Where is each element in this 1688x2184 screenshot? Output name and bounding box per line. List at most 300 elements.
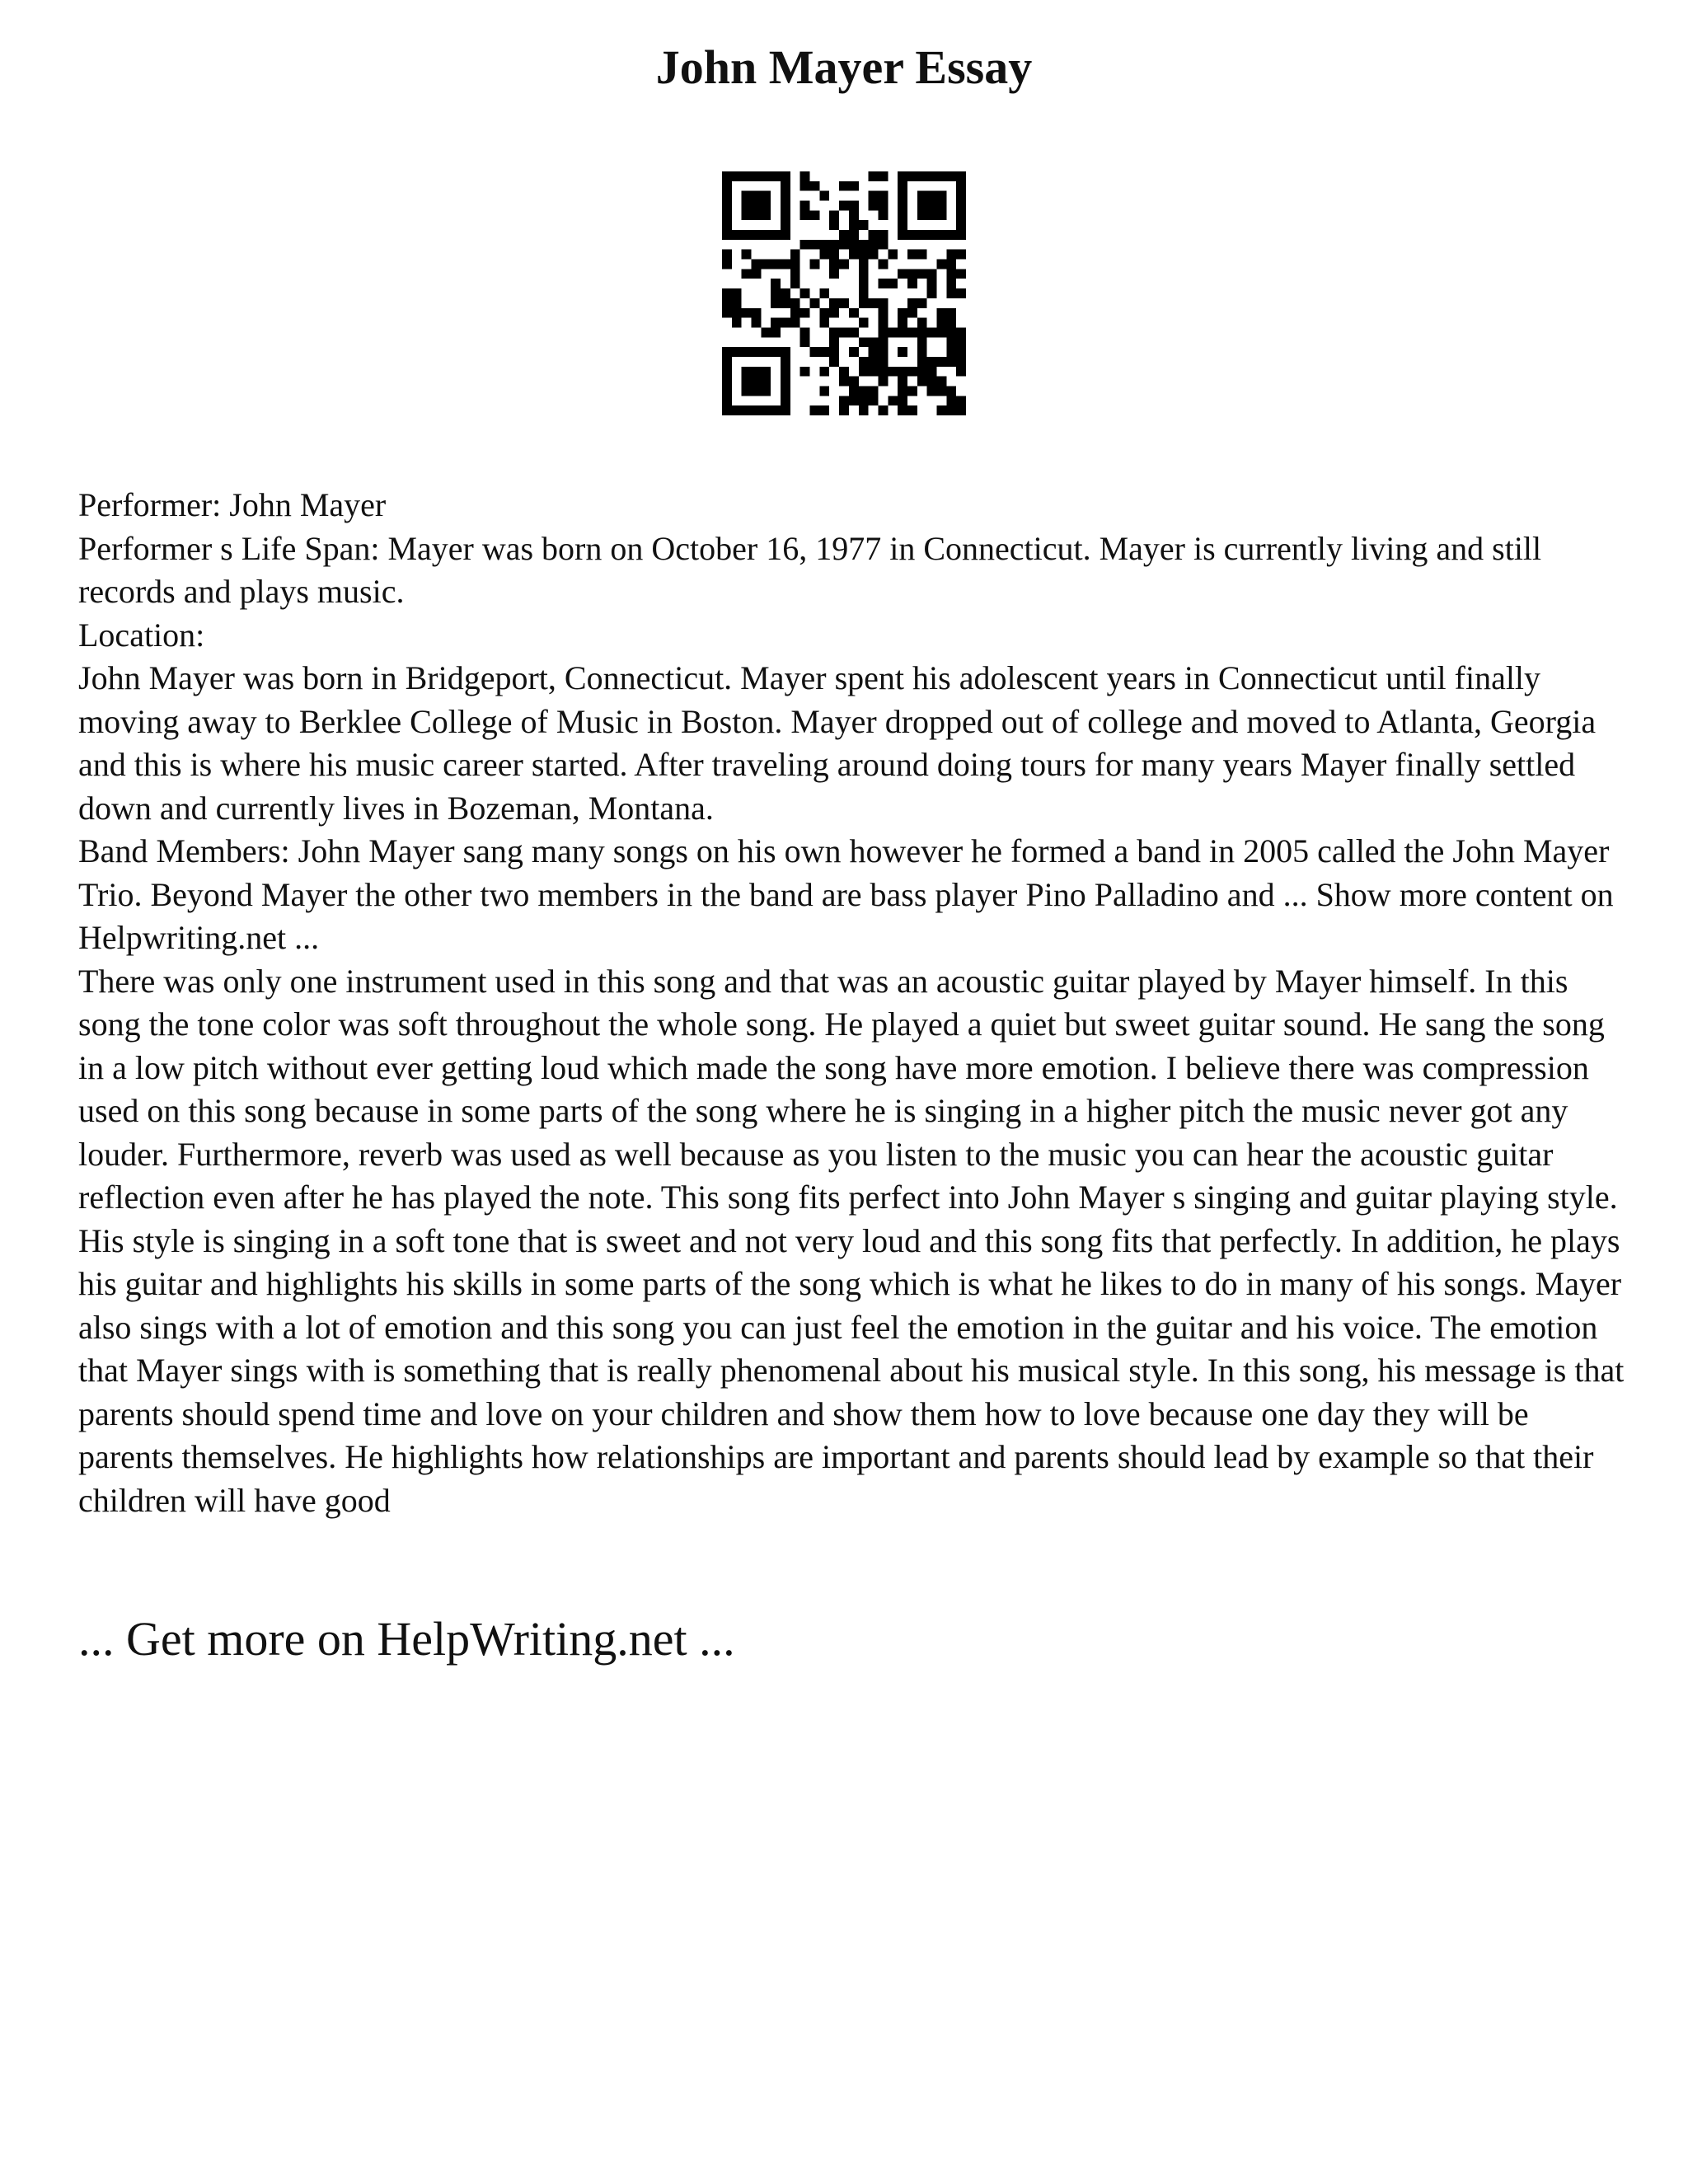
qr-module <box>878 377 888 387</box>
qr-module <box>849 181 859 191</box>
qr-module <box>946 308 956 318</box>
qr-module <box>722 260 732 269</box>
qr-module <box>742 386 752 396</box>
qr-module <box>907 171 917 181</box>
qr-module <box>936 327 946 337</box>
qr-module <box>781 201 790 211</box>
qr-module <box>898 327 907 337</box>
qr-module <box>732 171 742 181</box>
qr-module <box>849 230 859 240</box>
qr-module <box>859 220 869 230</box>
qr-module <box>946 250 956 260</box>
qr-module <box>829 260 839 269</box>
qr-module <box>732 347 742 357</box>
qr-module <box>946 337 956 347</box>
qr-module <box>781 191 790 201</box>
qr-module <box>849 201 859 211</box>
qr-module <box>936 210 946 220</box>
life-span-paragraph: Performer s Life Span: Mayer was born on October 16, 1977 in Connecticut. Mayer is currently living and still records and plays music. <box>78 529 1542 610</box>
qr-module <box>790 269 800 279</box>
qr-module <box>898 367 907 377</box>
qr-module <box>722 220 732 230</box>
qr-module <box>859 279 869 288</box>
qr-module <box>781 405 790 415</box>
qr-module <box>927 367 937 377</box>
qr-module <box>907 327 917 337</box>
qr-module <box>771 279 781 288</box>
qr-module <box>946 405 956 415</box>
qr-module <box>781 210 790 220</box>
qr-module <box>752 377 762 387</box>
qr-module <box>752 201 762 211</box>
qr-module <box>732 230 742 240</box>
qr-module <box>722 288 732 298</box>
qr-module <box>722 171 732 181</box>
qr-module <box>936 405 946 415</box>
qr-module <box>819 318 829 328</box>
qr-module <box>761 210 771 220</box>
qr-module <box>936 318 946 328</box>
qr-module <box>869 337 879 347</box>
qr-module <box>800 308 810 318</box>
qr-module <box>927 191 937 201</box>
qr-module <box>761 230 771 240</box>
qr-module <box>800 337 810 347</box>
qr-module <box>849 220 859 230</box>
qr-module <box>839 377 849 387</box>
qr-module <box>732 308 742 318</box>
qr-module <box>761 386 771 396</box>
qr-module <box>810 210 820 220</box>
qr-module <box>849 210 859 220</box>
qr-module <box>781 260 790 269</box>
qr-module <box>859 318 869 328</box>
qr-module <box>946 357 956 367</box>
qr-module <box>752 318 762 328</box>
qr-module <box>849 327 859 337</box>
qr-module <box>956 367 966 377</box>
qr-module <box>878 347 888 357</box>
qr-module <box>956 220 966 230</box>
qr-module <box>742 210 752 220</box>
qr-module <box>917 337 927 347</box>
qr-module <box>800 367 810 377</box>
qr-module <box>761 260 771 269</box>
qr-module <box>839 396 849 405</box>
qr-module <box>946 269 956 279</box>
qr-module <box>878 367 888 377</box>
qr-module <box>859 240 869 250</box>
qr-module <box>829 210 839 220</box>
qr-module <box>810 347 820 357</box>
qr-module <box>781 357 790 367</box>
qr-module <box>956 230 966 240</box>
qr-module <box>898 347 907 357</box>
qr-module <box>819 367 829 377</box>
qr-module <box>839 327 849 337</box>
qr-module <box>849 250 859 260</box>
qr-module <box>761 405 771 415</box>
qr-module <box>839 240 849 250</box>
qr-module <box>722 191 732 201</box>
qr-module <box>869 201 879 211</box>
qr-module <box>878 260 888 269</box>
qr-module <box>907 269 917 279</box>
qr-module <box>800 171 810 181</box>
qr-module <box>722 230 732 240</box>
qr-module <box>946 318 956 328</box>
qr-module <box>742 347 752 357</box>
qr-module <box>761 327 771 337</box>
qr-module <box>898 405 907 415</box>
qr-module <box>936 171 946 181</box>
qr-module <box>790 279 800 288</box>
qr-module <box>829 347 839 357</box>
qr-module <box>859 396 869 405</box>
qr-module <box>829 298 839 308</box>
qr-module <box>859 250 869 260</box>
qr-module <box>898 308 907 318</box>
qr-module <box>888 279 898 288</box>
qr-module <box>917 269 927 279</box>
qr-module <box>946 279 956 288</box>
qr-module <box>732 405 742 415</box>
qr-module <box>869 298 879 308</box>
qr-module <box>722 357 732 367</box>
qr-module <box>936 201 946 211</box>
qr-module <box>878 191 888 201</box>
qr-module <box>898 181 907 191</box>
qr-module <box>819 386 829 396</box>
qr-module <box>956 357 966 367</box>
qr-module <box>742 250 752 260</box>
qr-module <box>917 367 927 377</box>
qr-module <box>732 318 742 328</box>
qr-module <box>810 181 820 191</box>
qr-module <box>819 308 829 318</box>
qr-module <box>752 405 762 415</box>
qr-module <box>927 279 937 288</box>
qr-module <box>839 260 849 269</box>
qr-module <box>956 181 966 191</box>
qr-module <box>790 250 800 260</box>
qr-module <box>917 347 927 357</box>
qr-module <box>810 298 820 308</box>
location-paragraph: John Mayer was born in Bridgeport, Connecticut. Mayer spent his adolescent years in Connecticut until finally moving away to Berklee College of Music in Boston. Mayer dropped out of college and moved to Atlanta, Georgia and this is where his music career started. After traveling around doing tours for many years Mayer finally settled down and currently lives in Bozeman, Montana. <box>78 659 1597 827</box>
qr-module <box>819 191 829 201</box>
qr-module <box>898 377 907 387</box>
qr-module <box>752 386 762 396</box>
qr-module <box>956 201 966 211</box>
qr-module <box>849 377 859 387</box>
qr-module <box>722 405 732 415</box>
qr-module <box>781 318 790 328</box>
qr-module <box>742 191 752 201</box>
qr-module <box>888 367 898 377</box>
get-more-link[interactable]: ... Get more on HelpWriting.net ... <box>78 1612 735 1666</box>
qr-module <box>819 347 829 357</box>
qr-module <box>927 327 937 337</box>
qr-module <box>781 298 790 308</box>
qr-module <box>752 347 762 357</box>
qr-module <box>732 288 742 298</box>
qr-module <box>927 171 937 181</box>
qr-module <box>956 405 966 415</box>
qr-module <box>907 298 917 308</box>
qr-module <box>936 230 946 240</box>
qr-module <box>829 327 839 337</box>
qr-module <box>859 260 869 269</box>
qr-module <box>742 308 752 318</box>
qr-module <box>722 210 732 220</box>
qr-module <box>878 230 888 240</box>
qr-module <box>781 347 790 357</box>
qr-module <box>898 269 907 279</box>
qr-module <box>819 405 829 415</box>
qr-module <box>927 269 937 279</box>
qr-module <box>752 308 762 318</box>
qr-module <box>917 318 927 328</box>
band-members-paragraph: Band Members: John Mayer sang many songs on his own however he formed a band in 2005 called the John Mayer Trio. Beyond Mayer the other two members in the band are bass player Pino Palladino and ... Show more content on Helpwriting.net ... <box>78 832 1614 956</box>
qr-module <box>927 230 937 240</box>
qr-code-icon <box>722 171 966 415</box>
qr-module <box>781 181 790 191</box>
qr-module <box>946 260 956 269</box>
qr-module <box>829 269 839 279</box>
qr-module <box>869 396 879 405</box>
qr-module <box>761 377 771 387</box>
qr-module <box>946 396 956 405</box>
qr-module <box>869 386 879 396</box>
qr-module <box>810 405 820 415</box>
qr-module <box>898 201 907 211</box>
qr-module <box>917 327 927 337</box>
qr-module <box>752 367 762 377</box>
qr-module <box>771 347 781 357</box>
qr-module <box>917 201 927 211</box>
qr-module <box>898 396 907 405</box>
qr-module <box>946 347 956 357</box>
qr-module <box>907 386 917 396</box>
qr-module <box>819 240 829 250</box>
qr-module <box>722 396 732 405</box>
qr-module <box>898 220 907 230</box>
qr-module <box>839 201 849 211</box>
qr-module <box>829 337 839 347</box>
qr-module <box>878 327 888 337</box>
qr-module <box>898 191 907 201</box>
qr-module <box>790 318 800 328</box>
qr-module <box>927 386 937 396</box>
qr-module <box>761 201 771 211</box>
qr-module <box>752 260 762 269</box>
qr-module <box>742 171 752 181</box>
qr-module <box>859 367 869 377</box>
qr-module <box>839 230 849 240</box>
qr-module <box>869 367 879 377</box>
qr-module <box>956 171 966 181</box>
qr-module <box>878 405 888 415</box>
qr-module <box>946 230 956 240</box>
qr-module <box>781 396 790 405</box>
qr-module <box>878 337 888 347</box>
qr-module <box>859 288 869 298</box>
qr-module <box>907 250 917 260</box>
qr-module <box>936 377 946 387</box>
qr-module <box>956 396 966 405</box>
qr-module <box>790 260 800 269</box>
qr-module <box>936 260 946 269</box>
qr-module <box>869 250 879 260</box>
qr-module <box>878 210 888 220</box>
qr-module <box>771 230 781 240</box>
qr-module <box>839 181 849 191</box>
qr-module <box>946 171 956 181</box>
qr-module <box>878 240 888 250</box>
qr-module <box>878 318 888 328</box>
qr-module <box>936 191 946 201</box>
qr-module <box>781 220 790 230</box>
qr-module <box>936 308 946 318</box>
qr-module <box>898 230 907 240</box>
qr-module <box>917 250 927 260</box>
qr-module <box>829 308 839 318</box>
qr-module <box>956 347 966 357</box>
qr-module <box>790 298 800 308</box>
qr-module <box>829 250 839 260</box>
qr-module <box>869 240 879 250</box>
qr-module <box>869 357 879 367</box>
qr-module <box>761 347 771 357</box>
qr-module <box>859 357 869 367</box>
qr-module <box>839 405 849 415</box>
qr-module <box>742 405 752 415</box>
qr-module <box>869 171 879 181</box>
qr-module <box>819 250 829 260</box>
qr-module <box>810 240 820 250</box>
qr-code-graphic <box>722 171 966 415</box>
qr-module <box>956 250 966 260</box>
qr-module <box>752 230 762 240</box>
qr-module <box>956 327 966 337</box>
qr-module <box>907 279 917 288</box>
song-analysis-paragraph: There was only one instrument used in this song and that was an acoustic guitar played by Mayer himself. In this song the tone color was soft throughout the whole song. He played a quiet but sweet guitar sound. He sang the song in a low pitch without ever getting loud which made the song have more emotion. I believe there was compression used on this song because in some parts of the song where he is singing in a higher pitch the music never got any louder. Furthermore, reverb was used as well because as you listen to the music you can hear the acoustic guitar reflection even after he has played the note. This song fits perfect into John Mayer s singing and guitar playing style. His style is singing in a soft tone that is sweet and not very loud and this song fits that perfectly. In addition, he plays his guitar and highlights his skills in some parts of the song which is what he likes to do in many of his songs. Mayer also sings with a lot of emotion and this song you can just feel the emotion in the guitar and his voice. The emotion that Mayer sings with is something that is really phenomenal about his musical style. In this song, his message is that parents should spend time and love on your children and show them how to love because one day they will be parents themselves. He highlights how relationships are important and parents should lead by example so that their children will have good <box>78 962 1625 1519</box>
qr-module <box>722 386 732 396</box>
qr-module <box>790 308 800 318</box>
document-title: John Mayer Essay <box>655 40 1033 94</box>
qr-module <box>917 357 927 367</box>
qr-module <box>742 269 752 279</box>
qr-module <box>956 210 966 220</box>
qr-module <box>878 298 888 308</box>
qr-module <box>946 288 956 298</box>
qr-module <box>927 377 937 387</box>
qr-module <box>888 396 898 405</box>
qr-module <box>917 210 927 220</box>
qr-module <box>722 377 732 387</box>
qr-module <box>907 230 917 240</box>
qr-module <box>898 386 907 396</box>
qr-module <box>752 191 762 201</box>
qr-module <box>898 318 907 328</box>
qr-module <box>722 298 732 308</box>
qr-module <box>907 405 917 415</box>
qr-module <box>781 367 790 377</box>
qr-module <box>869 347 879 357</box>
qr-module <box>936 357 946 367</box>
qr-module <box>859 298 869 308</box>
qr-module <box>771 260 781 269</box>
qr-module <box>761 367 771 377</box>
qr-module <box>917 298 927 308</box>
qr-module <box>771 327 781 337</box>
qr-module <box>898 210 907 220</box>
qr-module <box>722 308 732 318</box>
qr-module <box>839 298 849 308</box>
qr-module <box>849 386 859 396</box>
qr-module <box>771 405 781 415</box>
qr-module <box>917 377 927 387</box>
qr-module <box>752 171 762 181</box>
qr-module <box>878 357 888 367</box>
location-heading: Location: <box>78 616 205 654</box>
qr-module <box>742 377 752 387</box>
qr-module <box>946 327 956 337</box>
qr-module <box>956 191 966 201</box>
qr-module <box>849 308 859 318</box>
qr-module <box>869 230 879 240</box>
qr-module <box>859 337 869 347</box>
qr-module <box>810 260 820 269</box>
qr-module <box>800 240 810 250</box>
qr-module <box>800 201 810 211</box>
qr-module <box>829 357 839 367</box>
qr-module <box>761 171 771 181</box>
qr-module <box>878 201 888 211</box>
qr-module <box>732 298 742 308</box>
qr-module <box>878 171 888 181</box>
qr-module <box>936 386 946 396</box>
qr-module <box>927 201 937 211</box>
qr-module <box>781 377 790 387</box>
qr-module <box>849 240 859 250</box>
qr-module <box>722 367 732 377</box>
qr-module <box>898 171 907 181</box>
qr-module <box>771 318 781 328</box>
qr-module <box>917 191 927 201</box>
qr-module <box>752 269 762 279</box>
qr-module <box>829 240 839 250</box>
qr-module <box>781 288 790 298</box>
qr-module <box>781 230 790 240</box>
qr-module <box>849 396 859 405</box>
qr-module <box>927 288 937 298</box>
performer-line: Performer: John Mayer <box>78 486 387 523</box>
qr-module <box>956 337 966 347</box>
qr-module <box>878 279 888 288</box>
qr-module <box>849 347 859 357</box>
qr-module <box>771 288 781 298</box>
qr-module <box>859 386 869 396</box>
qr-module <box>839 367 849 377</box>
qr-module <box>722 201 732 211</box>
qr-module <box>859 269 869 279</box>
qr-module <box>800 210 810 220</box>
qr-module <box>946 386 956 396</box>
qr-module <box>771 298 781 308</box>
qr-module <box>761 191 771 201</box>
qr-module <box>722 181 732 191</box>
